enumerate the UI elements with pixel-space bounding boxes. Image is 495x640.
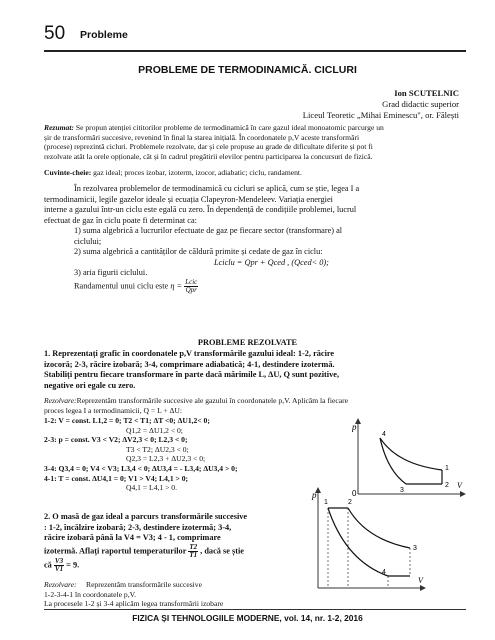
- work-formula: Lciclu = Qpr + Qced , (Qced< 0);: [214, 257, 329, 267]
- author-role: Grad didactic superior: [382, 99, 459, 109]
- problem1-statement: [44, 349, 469, 391]
- statement-line: 2. O masă de gaz ideal a parcurs transformările succesive: [44, 512, 248, 521]
- intro-item: 2) suma algebrică a cantităților de căldură primite și cedate de gaz în ciclu:: [74, 247, 323, 256]
- journal-footer: FIZICA ȘI TEHNOLOGIILE MODERNE, vol. 14, nr. 1-2, 2016: [132, 613, 363, 623]
- resolution-text: proces legea I a termodinamicii, Q = L + ΔU:: [44, 405, 182, 415]
- resolution-label: Rezolvare:: [44, 396, 77, 405]
- author-name: Ion SCUTELNIC: [394, 88, 459, 98]
- statement-line: Stabiliți pentru fiecare transformare în parte dacă mărimile L, ΔU, Q sunt pozitive,: [44, 370, 340, 379]
- temperature-ratio: [188, 544, 198, 559]
- step-41b: Q4,1 = L4,1 > 0.: [126, 483, 177, 493]
- statement-line: , dacă se știe: [200, 545, 244, 555]
- problem1-steps: [44, 416, 374, 493]
- ratio-denominator: T1: [189, 550, 198, 559]
- isotherm-4-1: [328, 508, 388, 576]
- footer-rule: [44, 609, 466, 610]
- step-34: 3-4: Q3,4 = 0; V4 < V3; L3,4 < 0; ΔU3,4 = - L3,4; ΔU3,4 > 0;: [44, 463, 238, 473]
- adiabat-3-4: [380, 438, 406, 484]
- intro-item: ciclului;: [74, 236, 102, 246]
- v-axis-arrow: [460, 491, 466, 497]
- abstract-line: rezolvate atât la orele opționale, cât și în cadrul pregătirii elevilor pentru participarea la concursuri de fizică.: [44, 151, 373, 161]
- step-12b: Q1,2 = ΔU1,2 < 0;: [126, 425, 183, 435]
- resolution-text: Reprezentăm transformările succesive ale gazului în coordonatele p,V. Aplicăm la fiecare: [76, 396, 349, 405]
- statement-line: că: [44, 559, 52, 569]
- resolution-label: Rezolvare:: [44, 580, 77, 589]
- page-number: 50: [44, 23, 66, 44]
- abstract-line: șir de transformări succesive, revenind în final la starea inițială. În coordonatele p,V aceste transformări: [44, 132, 360, 142]
- abstract-line: (procese) reprezintă cicluri. Problemele rezolvate, dar și cele propuse au grade de dificultate diferite și pot fi: [44, 142, 373, 152]
- eta-denominator: Qpr: [185, 285, 197, 294]
- ratio-numerator: T2: [189, 542, 198, 551]
- statement-line: izocoră; 2-3, răcire izobară; 3-4, comprimare adiabatică; 4-1, destindere izotermă.: [44, 359, 335, 369]
- problem2-statement: [44, 512, 344, 572]
- intro-line: interne a gazului într-un ciclu este egală cu zero. În dependență de condițiile problemei, lucrul: [44, 205, 357, 214]
- point-label: 4: [382, 431, 386, 438]
- step-23b: T3 < T2; ΔU2,3 < 0;: [126, 444, 189, 454]
- statement-line: negative ori egale cu zero.: [44, 380, 136, 390]
- v-label: V: [418, 576, 423, 585]
- keywords: [44, 168, 469, 178]
- statement-line: = 9.: [66, 559, 80, 569]
- abstract-label: Rezumat:: [44, 123, 74, 132]
- intro-line: termodinamicii, legile gazelor ideale și ecuația Clapeyron-Mendeleev. Variația energiei: [44, 194, 333, 204]
- problem2-pv-graph: [310, 484, 430, 594]
- resolution-text-line: 1-2-3-4-1 în coordonatele p,V.: [44, 590, 137, 599]
- step-12: 1-2: V = const. L1,2 = 0; T2 < T1; ΔT <0; ΔU1,2< 0;: [44, 416, 210, 425]
- v-axis-arrow: [420, 585, 426, 591]
- statement-line: izotermă. Aflați raportul temperaturilor: [44, 545, 187, 555]
- author-school: Liceul Teoretic „Mihai Eminescu", or. Fălești: [302, 110, 459, 120]
- keywords-text: gaz ideal; proces izobar, izoterm, izocor, adiabatic; ciclu, randament.: [93, 168, 302, 177]
- resolution-text-line: La procesele 1-2 și 3-4 aplicăm legea transformării izobare: [44, 599, 224, 608]
- step-41: 4-1: T = const. ΔU4,1 = 0; V1 > V4; L4,1 > 0;: [44, 473, 189, 483]
- point-label: 3: [400, 487, 404, 494]
- step-23c: Q2,3 = L2,3 + ΔU2,3 < 0;: [126, 454, 206, 464]
- eta-lhs: η =: [170, 280, 183, 290]
- intro-line: În rezolvarea problemelor de termodinamică cu cicluri se aplică, cum se știe, legea I a: [74, 184, 360, 193]
- abstract-line: Se propun atenției cititorilor probleme de termodinamică în care gazul ideal monoatomic parcurge un: [75, 123, 384, 132]
- efficiency-text: Randamentul unui ciclu este: [74, 280, 169, 290]
- section-name: Probleme: [80, 29, 128, 41]
- p-label: p: [352, 422, 357, 432]
- volume-ratio: [54, 558, 64, 573]
- point-label: 1: [445, 465, 449, 472]
- header-rule: [44, 50, 466, 52]
- eta-numerator: Lcic: [185, 277, 198, 286]
- p-label: p: [312, 490, 317, 500]
- point-label: 2: [445, 482, 449, 489]
- statement-line: răcire izobară până la V4 = V3; 4 - 1, comprimare: [44, 533, 221, 542]
- intro-item: 1) suma algebrică a lucrurilor efectuate de gaz pe fiecare sector (transformare) al: [74, 226, 343, 235]
- author-block: [303, 88, 459, 121]
- eta-fraction: [184, 279, 198, 294]
- article-title: PROBLEME DE TERMODINAMICĂ. CICLURI: [138, 64, 357, 76]
- v-label: V: [457, 481, 462, 490]
- origin-label: 0: [352, 489, 357, 498]
- section-heading: PROBLEME REZOLVATE: [197, 338, 298, 347]
- point-label: 2: [348, 499, 352, 506]
- resolution-text-line: Reprezentăm transformările succesive: [86, 580, 202, 589]
- efficiency-line: [44, 279, 469, 295]
- problem1-resolution: [44, 396, 469, 415]
- step-23: 2-3: p = const. V3 < V2; ΔV2,3 < 0; L2,3 < 0;: [44, 435, 188, 445]
- isotherm-2-3: [348, 508, 410, 548]
- intro-line: efectuat de gaz în ciclu poate fi determinat ca:: [44, 215, 197, 225]
- point-label: 1: [324, 499, 328, 506]
- intro-item: 3) aria figurii ciclului.: [74, 268, 148, 277]
- keywords-label: Cuvinte-cheie:: [44, 168, 92, 177]
- statement-line: 1. Reprezentați grafic în coordonatele p,V transformările gazului ideal: 1-2, răcire: [44, 349, 335, 358]
- statement-line: : 1-2, încălzire izobară; 2-3, destindere izotermă; 3-4,: [44, 522, 232, 532]
- vratio-denominator: V1: [54, 564, 64, 573]
- point-label: 4: [382, 569, 386, 576]
- abstract: [44, 123, 469, 161]
- intro-paragraph: [44, 184, 469, 295]
- vratio-numerator: V3: [54, 556, 64, 565]
- point-label: 3: [413, 545, 417, 552]
